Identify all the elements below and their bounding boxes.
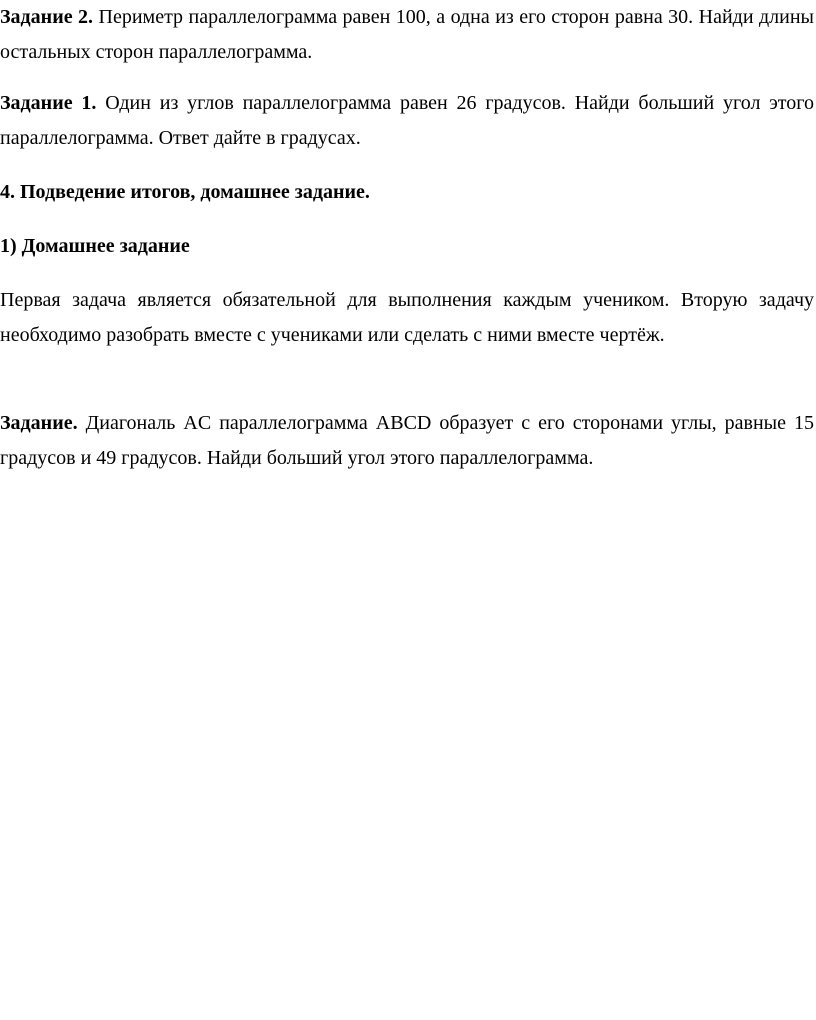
task-2-paragraph: [0, 0, 814, 70]
task-1-paragraph: [0, 86, 814, 156]
task-1-text: Один из углов параллелограмма равен 26 градусов. Найди больший угол этого параллелограмма. Ответ дайте в градусах.: [0, 92, 814, 149]
task-paragraph: [0, 406, 814, 476]
task-text: Диагональ AC параллелограмма ABCD образует с его сторонами углы, равные 15 градусов и 49 градусов. Найди больший угол этого параллелограмма.: [0, 412, 814, 469]
task-label: Задание.: [0, 412, 78, 434]
task-2-text: Периметр параллелограмма равен 100, а одна из его сторон равна 30. Найди длины остальных сторон параллелограмма.: [0, 6, 814, 63]
homework-heading: 1) Домашнее задание: [0, 235, 190, 257]
task-1-label: Задание 1.: [0, 92, 97, 114]
homework-text: Первая задача является обязательной для выполнения каждым учеником. Вторую задачу необходимо разобрать вместе с учениками или сделать с ними вместе чертёж.: [0, 289, 814, 346]
task-2-label: Задание 2.: [0, 6, 94, 28]
section-4-heading: 4. Подведение итогов, домашнее задание.: [0, 181, 370, 203]
